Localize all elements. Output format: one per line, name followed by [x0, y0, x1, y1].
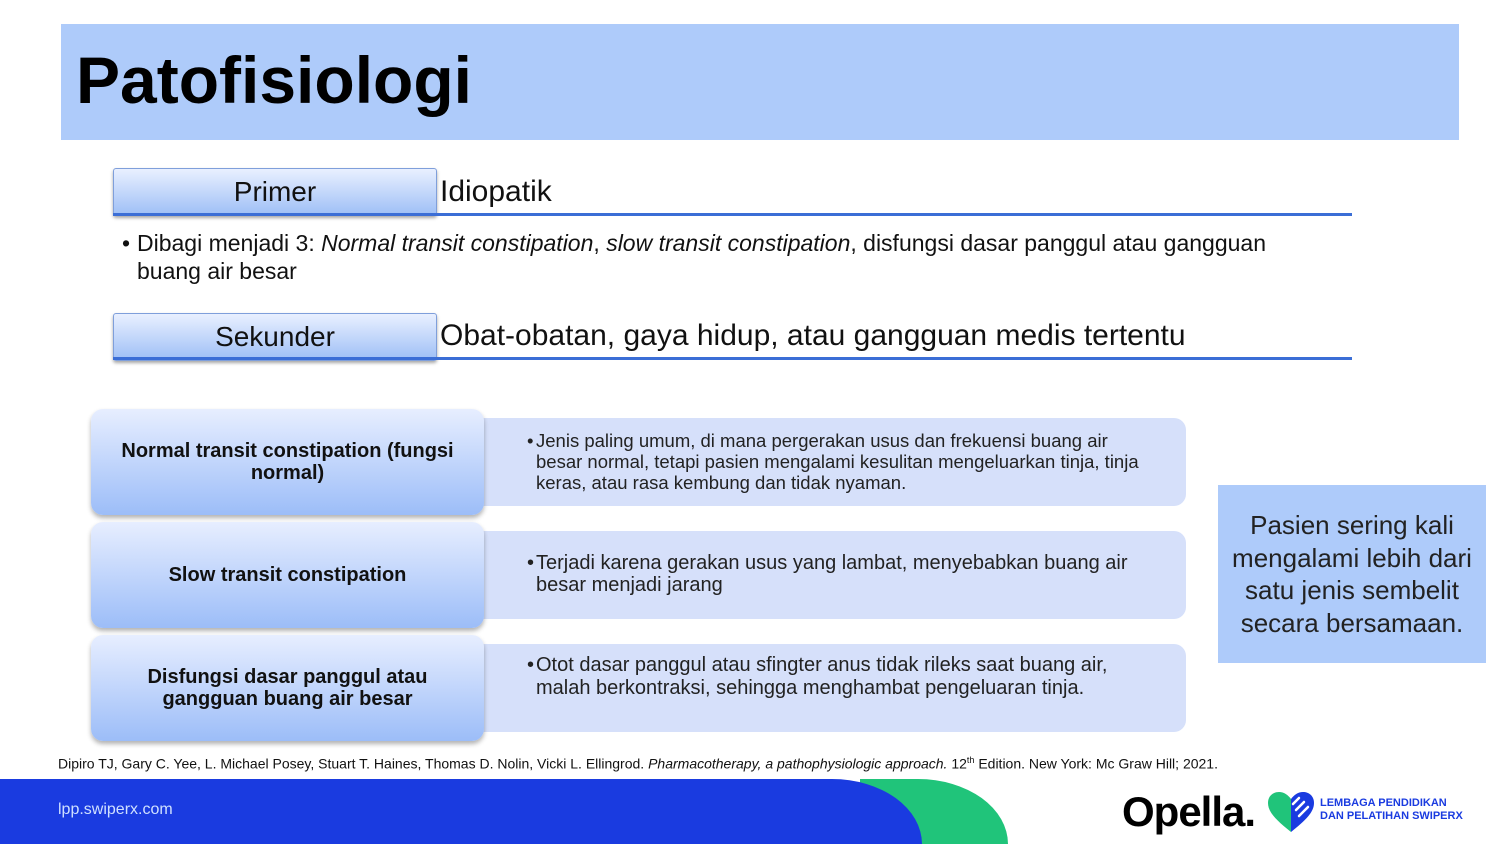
citation-publisher: Edition. New York: Mc Graw Hill; 2021. — [974, 755, 1218, 772]
primer-underline — [113, 213, 1352, 216]
type-desc-pelvic-floor — [470, 644, 1186, 732]
bullet-italic-normal-transit: Normal transit constipation — [321, 230, 594, 256]
sekunder-text: Obat-obatan, gaya hidup, atau gangguan medis tertentu — [440, 319, 1186, 352]
citation-edition-suffix: th — [966, 755, 975, 765]
sekunder-underline — [113, 357, 1352, 360]
citation-edition-number: 12 — [947, 755, 967, 772]
type-name: Slow transit constipation — [168, 564, 407, 586]
bullet-separator: , — [593, 230, 607, 256]
primer-label-box — [113, 168, 437, 216]
bullet-dot: • — [527, 654, 535, 676]
primer-label: Primer — [233, 176, 317, 207]
sekunder-label: Sekunder — [215, 321, 335, 352]
citation-book: Pharmacotherapy, a pathophysiologic approach. — [648, 755, 948, 772]
side-note-box — [1218, 485, 1486, 663]
type-desc-text: Terjadi karena gerakan usus yang lambat, menyebabkan buang air besar menjadi jarang — [536, 552, 1128, 596]
sekunder-label-box — [113, 313, 437, 361]
bullet-italic-slow-transit: slow transit constipation — [606, 230, 851, 256]
type-name: Normal transit constipation (fungsi normal) — [121, 440, 454, 484]
primer-bullet — [122, 229, 1302, 285]
type-name: Disfungsi dasar panggul atau gangguan buang air besar — [147, 666, 428, 710]
footer-url[interactable]: lpp.swiperx.com — [58, 801, 173, 818]
org-name-line2: DAN PELATIHAN SWIPERX — [1320, 810, 1463, 822]
opella-logo: Opella. — [1122, 788, 1256, 835]
org-name — [1320, 797, 1463, 823]
bullet-suffix: , disfungsi dasar panggul atau gangguan buang air besar — [137, 230, 1266, 284]
bullet-dot: • — [527, 552, 535, 574]
type-desc-text: Jenis paling umum, di mana pergerakan usus dan frekuensi buang air besar normal, tetapi pasien mengalami kesulitan mengeluarkan tinja, tinja keras, atau rasa kembung dan tidak nyaman. — [536, 430, 1139, 493]
bullet-prefix: Dibagi menjadi 3: — [137, 230, 322, 256]
bullet-dot: • — [122, 230, 131, 256]
citation-authors: Dipiro TJ, Gary C. Yee, L. Michael Posey, Stuart T. Haines, Thomas D. Nolin, Vicki L. Ellingrod. — [58, 755, 649, 772]
type-card-normal-transit — [91, 409, 484, 515]
side-note-text: Pasien sering kali mengalami lebih dari satu jenis sembelit secara bersamaan. — [1232, 510, 1472, 638]
org-name-line1: LEMBAGA PENDIDIKAN — [1320, 797, 1447, 809]
bullet-dot: • — [527, 430, 534, 451]
type-desc-slow-transit — [470, 531, 1186, 619]
type-desc-text: Otot dasar panggul atau sfingter anus tidak rileks saat buang air, malah berkontraksi, sehingga menghambat pengeluaran tinja. — [536, 654, 1108, 699]
citation — [58, 755, 1218, 772]
primer-bullet-text — [137, 229, 1302, 285]
page-title: Patofisiologi — [76, 43, 472, 117]
type-card-slow-transit — [91, 522, 484, 628]
swiperx-heart-icon — [1266, 790, 1316, 834]
primer-text: Idiopatik — [440, 175, 552, 208]
title-bar — [61, 24, 1459, 140]
type-card-pelvic-floor — [91, 635, 484, 741]
type-desc-normal-transit — [470, 418, 1186, 506]
